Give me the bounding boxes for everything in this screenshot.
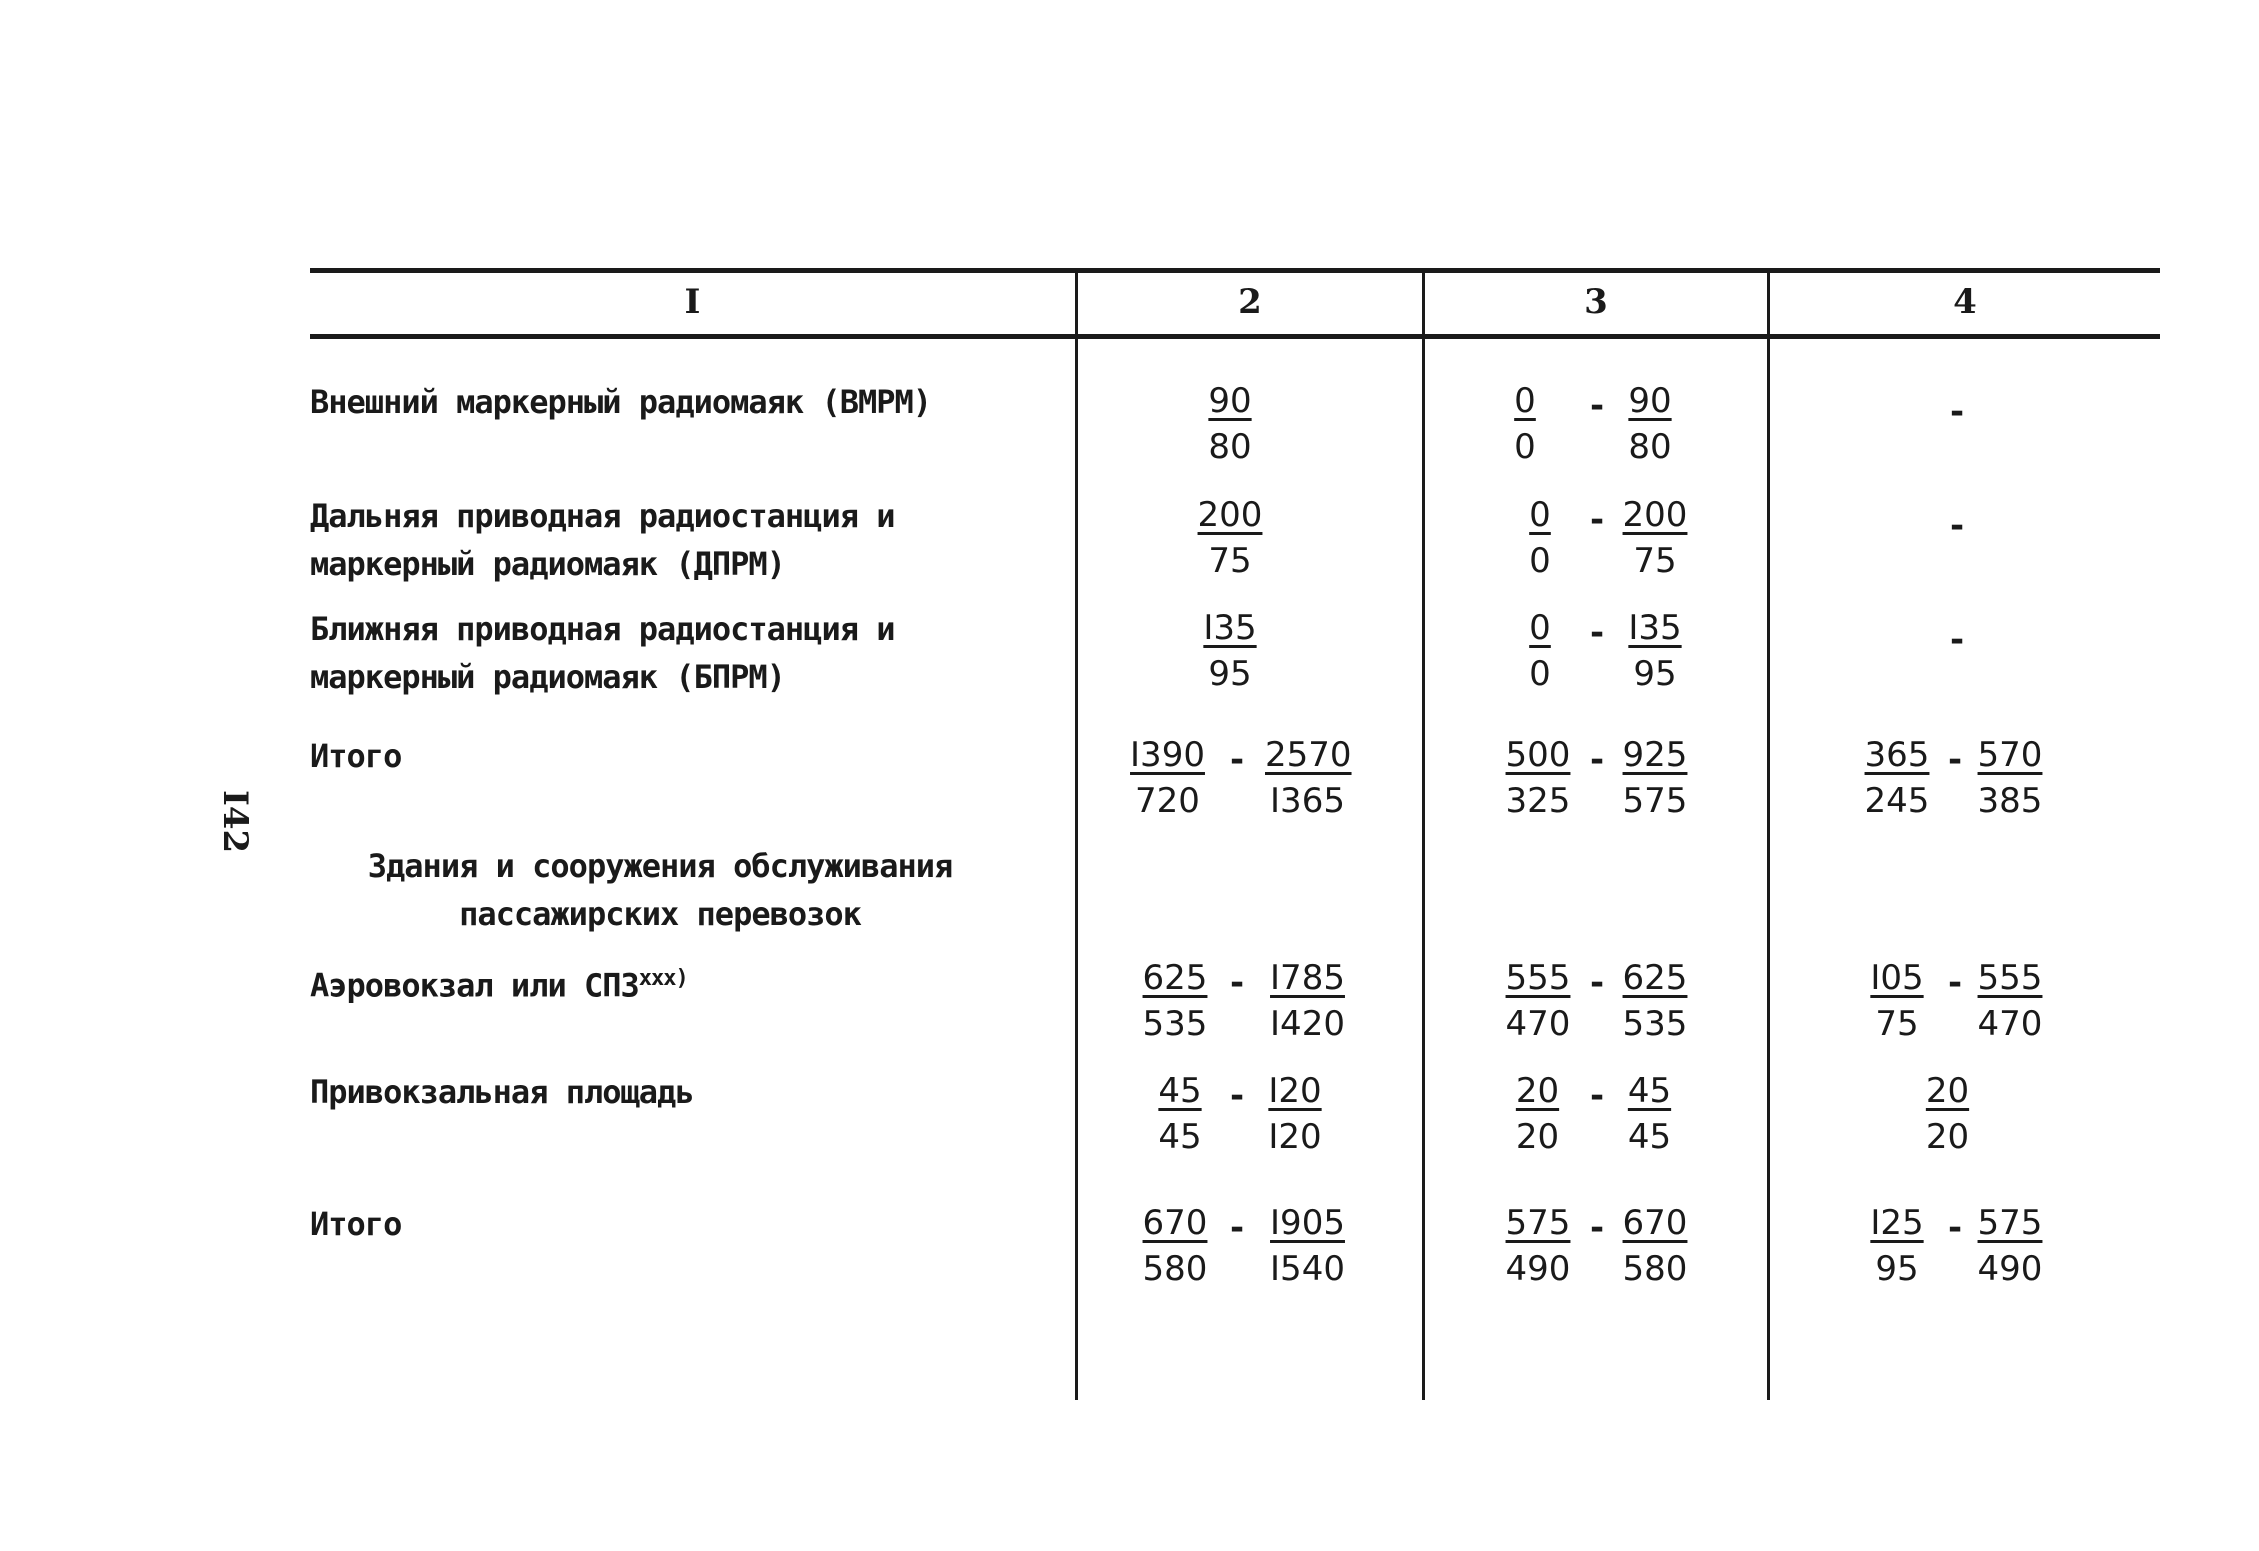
range-dash: - xyxy=(1590,963,1605,1003)
column-number-2: 2 xyxy=(1238,282,1262,322)
column-number-1: I xyxy=(684,282,701,322)
row-label: Ближняя приводная радиостанция и маркерный радиомаяк (БПРМ) xyxy=(310,610,895,696)
fraction: $\frac{I905}{I540}$ xyxy=(1270,1203,1345,1289)
fraction: $\frac{90}{80}$ xyxy=(1208,381,1252,467)
fraction: $\frac{I25}{95}$ xyxy=(1870,1203,1924,1289)
fraction: $\frac{20}{20}$ xyxy=(1515,1071,1560,1157)
fraction: $\frac{I35}{95}$ xyxy=(1203,608,1257,694)
range-dash: - xyxy=(1590,386,1605,426)
range-dash: - xyxy=(1590,1076,1605,1116)
fraction: $\frac{I390}{720}$ xyxy=(1130,735,1205,821)
empty-cell-dash: - xyxy=(1950,392,1965,432)
fraction: $\frac{365}{245}$ xyxy=(1864,735,1930,821)
table-header-rule xyxy=(310,334,2160,339)
column-number-3: 3 xyxy=(1584,282,1608,322)
fraction: $\frac{625}{535}$ xyxy=(1142,958,1208,1044)
fraction: $\frac{670}{580}$ xyxy=(1142,1203,1208,1289)
fraction: $\frac{575}{490}$ xyxy=(1977,1203,2043,1289)
range-dash: - xyxy=(1230,740,1245,780)
column-divider-3 xyxy=(1767,268,1770,1400)
fraction: $\frac{I35}{95}$ xyxy=(1628,608,1682,694)
fraction: $\frac{20}{20}$ xyxy=(1925,1071,1970,1157)
range-dash: - xyxy=(1230,963,1245,1003)
row-label: Привокзальная площадь xyxy=(310,1073,694,1111)
fraction: $\frac{45}{45}$ xyxy=(1158,1071,1202,1157)
fraction: $\frac{575}{490}$ xyxy=(1505,1203,1571,1289)
fraction: $\frac{2570}{I365}$ xyxy=(1265,735,1352,821)
range-dash: - xyxy=(1230,1076,1245,1116)
fraction: $\frac{925}{575}$ xyxy=(1622,735,1688,821)
fraction: $\frac{555}{470}$ xyxy=(1977,958,2043,1044)
row-label: Аэровокзал или СПЗ$^{xxx)}$ xyxy=(310,966,688,1005)
range-dash: - xyxy=(1590,1208,1605,1248)
fraction: $\frac{200}{75}$ xyxy=(1622,495,1688,581)
range-dash: - xyxy=(1590,613,1605,653)
fraction: $\frac{570}{385}$ xyxy=(1977,735,2043,821)
range-dash: - xyxy=(1590,500,1605,540)
fraction: $\frac{670}{580}$ xyxy=(1622,1203,1688,1289)
row-label: Внешний маркерный радиомаяк (ВМРМ) xyxy=(310,383,932,421)
fraction: $\frac{500}{325}$ xyxy=(1505,735,1571,821)
row-label: Итого xyxy=(310,737,402,775)
range-dash: - xyxy=(1948,1208,1963,1248)
page-number: I42 xyxy=(215,790,255,854)
column-divider-1 xyxy=(1075,268,1078,1400)
fraction: $\frac{625}{535}$ xyxy=(1622,958,1688,1044)
column-divider-2 xyxy=(1422,268,1425,1400)
range-dash: - xyxy=(1230,1208,1245,1248)
fraction: $\frac{200}{75}$ xyxy=(1197,495,1263,581)
fraction: $\frac{90}{80}$ xyxy=(1628,381,1672,467)
range-dash: - xyxy=(1948,740,1963,780)
fraction: $\frac{0}{0}$ xyxy=(1529,608,1551,694)
fraction: $\frac{0}{0}$ xyxy=(1529,495,1551,581)
empty-cell-dash: - xyxy=(1950,506,1965,546)
row-label: Итого xyxy=(310,1205,402,1243)
fraction: $\frac{I20}{I20}$ xyxy=(1268,1071,1322,1157)
range-dash: - xyxy=(1948,963,1963,1003)
fraction: $\frac{I785}{I420}$ xyxy=(1270,958,1345,1044)
fraction: $\frac{0}{0}$ xyxy=(1514,381,1536,467)
row-label: Дальняя приводная радиостанция и маркерный радиомаяк (ДПРМ) xyxy=(310,497,895,583)
range-dash: - xyxy=(1590,740,1605,780)
table-top-rule xyxy=(310,268,2160,273)
fraction: $\frac{555}{470}$ xyxy=(1505,958,1571,1044)
fraction: $\frac{45}{45}$ xyxy=(1627,1071,1672,1157)
empty-cell-dash: - xyxy=(1950,620,1965,660)
footnote-marker: xxx) xyxy=(638,966,688,991)
column-number-4: 4 xyxy=(1953,282,1977,322)
fraction: $\frac{I05}{75}$ xyxy=(1870,958,1924,1044)
section-header: Здания и сооружения обслуживания пассажирских перевозок xyxy=(367,847,953,933)
